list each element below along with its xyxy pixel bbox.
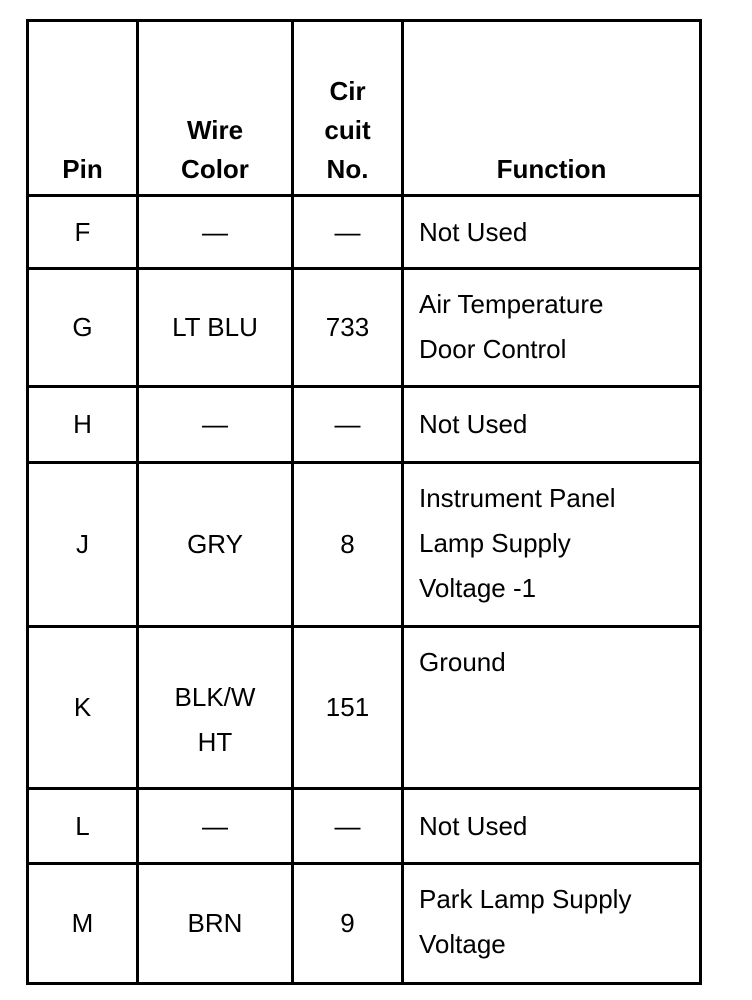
circuit-cell: 8 <box>293 463 403 627</box>
function-line: Air Temperature <box>419 289 604 319</box>
pin-cell: G <box>28 269 138 387</box>
function-cell: Ground <box>403 627 701 789</box>
table-row <box>28 463 701 627</box>
table-row <box>28 789 701 864</box>
pin-cell: L <box>28 789 138 864</box>
function-cell: Not Used <box>403 789 701 864</box>
table-row <box>28 864 701 984</box>
pin-cell: M <box>28 864 138 984</box>
connector-pinout-table <box>26 19 702 985</box>
pin-cell: J <box>28 463 138 627</box>
circuit-cell: 151 <box>293 627 403 789</box>
pin-cell: F <box>28 196 138 269</box>
function-cell <box>403 269 701 387</box>
function-cell: Not Used <box>403 387 701 463</box>
function-cell <box>403 463 701 627</box>
wire-color-cell: — <box>138 789 293 864</box>
header-circuit-line: cuit <box>324 115 371 145</box>
circuit-cell: — <box>293 387 403 463</box>
table-row <box>28 627 701 789</box>
circuit-cell: 733 <box>293 269 403 387</box>
header-circuit-line: No. <box>326 154 369 184</box>
pin-cell: K <box>28 627 138 789</box>
header-circuit-no <box>293 21 403 196</box>
circuit-cell: — <box>293 789 403 864</box>
header-function: Function <box>403 21 701 196</box>
function-line: Voltage <box>419 929 506 959</box>
header-wire-color-line: Wire <box>186 115 244 145</box>
header-pin: Pin <box>28 21 138 196</box>
header-wire-color-line: Color <box>181 154 249 184</box>
wire-color-cell: GRY <box>138 463 293 627</box>
function-line: Lamp Supply <box>419 528 571 558</box>
function-line: Voltage -1 <box>419 573 537 603</box>
table-row <box>28 387 701 463</box>
wire-color-cell: — <box>138 387 293 463</box>
wire-color-line: BLK/W <box>174 681 256 712</box>
circuit-cell: — <box>293 196 403 269</box>
function-cell: Not Used <box>403 196 701 269</box>
table-row <box>28 269 701 387</box>
circuit-cell: 9 <box>293 864 403 984</box>
function-cell <box>403 864 701 984</box>
function-line: Park Lamp Supply <box>419 884 632 914</box>
wire-color-cell: BRN <box>138 864 293 984</box>
connector-pinout-table-container <box>26 19 702 985</box>
header-circuit-line: Cir <box>329 76 366 106</box>
function-line: Door Control <box>419 334 567 364</box>
header-row <box>28 21 701 196</box>
wire-color-line: HT <box>197 726 233 757</box>
header-wire-color <box>138 21 293 196</box>
wire-color-cell: — <box>138 196 293 269</box>
function-line: Instrument Panel <box>419 483 616 513</box>
table-row <box>28 196 701 269</box>
wire-color-cell: LT BLU <box>138 269 293 387</box>
pin-cell: H <box>28 387 138 463</box>
wire-color-cell <box>138 627 293 789</box>
